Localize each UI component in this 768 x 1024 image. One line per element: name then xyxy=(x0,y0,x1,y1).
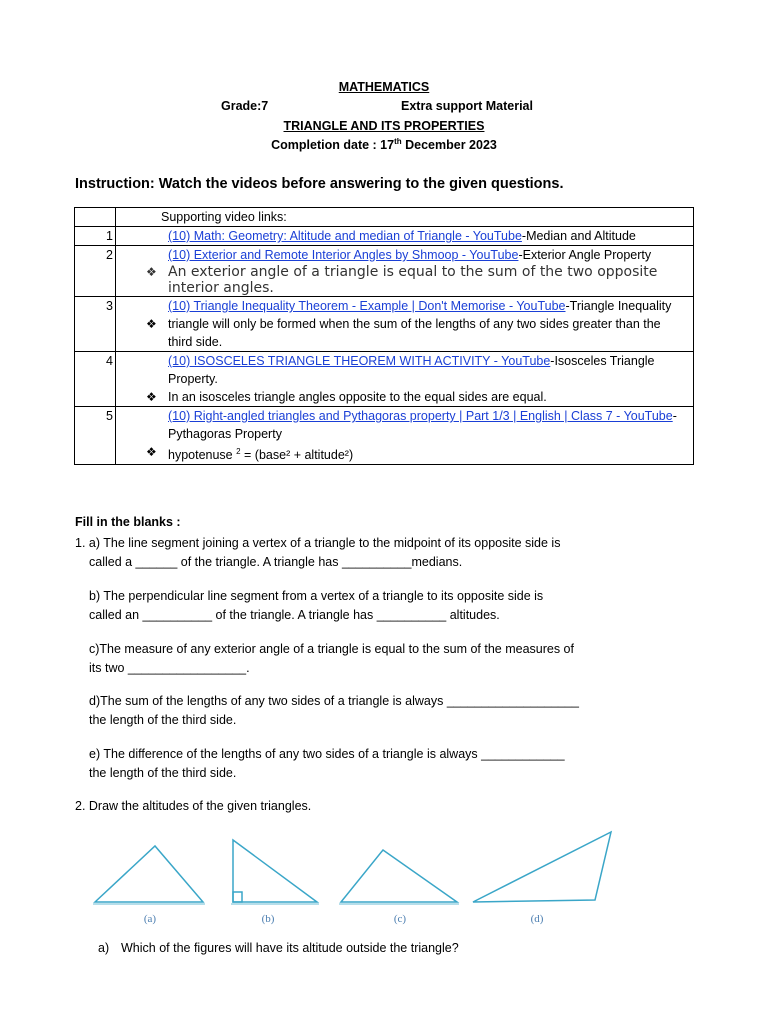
link-description: -Isosceles Triangle Property. xyxy=(168,354,655,386)
bullet-icon: ❖ xyxy=(146,317,157,331)
row-number: 1 xyxy=(75,227,116,246)
triangle-c xyxy=(341,850,457,902)
completion-date: Completion date : 17th December 2023 xyxy=(271,137,497,153)
video-link[interactable]: (10) Triangle Inequality Theorem - Example | Don't Memorise - YouTube xyxy=(168,299,566,313)
question-2a: Which of the figures will have its altitude outside the triangle? xyxy=(121,941,459,955)
row-number: 2 xyxy=(75,246,116,297)
question-1c: c)The measure of any exterior angle of a triangle is equal to the sum of the measures of its two _________________. xyxy=(89,642,574,675)
question-2: 2. Draw the altitudes of the given triangles. xyxy=(75,799,312,813)
question-1b: b) The perpendicular line segment from a vertex of a triangle to its opposite side is called an __________ of the triangle. A triangle has __________ altitudes. xyxy=(89,589,544,622)
property-note: ❖ In an isosceles triangle angles opposite to the equal sides are equal. xyxy=(146,390,547,404)
figure-label-d: (d) xyxy=(530,913,544,925)
link-description: -Exterior Angle Property xyxy=(518,248,652,262)
triangle-a xyxy=(95,846,203,902)
triangles-figure xyxy=(85,830,645,930)
question-2a-label: a) xyxy=(98,941,110,955)
video-links-table xyxy=(74,207,694,465)
table-row xyxy=(75,227,694,246)
video-link[interactable]: (10) Exterior and Remote Interior Angles by Shmoop - YouTube xyxy=(168,248,519,262)
property-note: ❖ An exterior angle of a triangle is equal to the sum of the two opposite interior angles. xyxy=(146,264,658,296)
link-description: -Pythagoras Property xyxy=(168,409,677,441)
triangle-b xyxy=(233,840,317,902)
material-label: Extra support Material xyxy=(401,99,533,113)
table-row xyxy=(75,297,694,352)
table-header-row xyxy=(75,208,694,227)
triangle-d xyxy=(473,832,611,902)
video-link[interactable]: (10) Right-angled triangles and Pythagoras property | Part 1/3 | English | Class 7 - YouTube xyxy=(168,409,673,423)
fill-blanks-title: Fill in the blanks : xyxy=(75,515,181,529)
question-1a: 1. a) The line segment joining a vertex of a triangle to the midpoint of its opposite side is called a ______ of the triangle. A triangle has __________medians. xyxy=(75,536,561,569)
grade-label: Grade:7 xyxy=(221,99,269,113)
figure-label-b: (b) xyxy=(261,913,275,925)
worksheet-topic: TRIANGLE AND ITS PROPERTIES xyxy=(283,119,485,133)
property-note: ❖ hypotenuse $^2$ = (base² + altitude²) xyxy=(146,445,354,463)
question-1d: d)The sum of the lengths of any two sides of a triangle is always ___________________ the length of the third side. xyxy=(89,694,579,727)
property-note: ❖ triangle will only be formed when the sum of the lengths of any two sides greater than the third side. xyxy=(146,317,661,349)
figure-label-a: (a) xyxy=(143,913,157,925)
video-link[interactable]: (10) ISOSCELES TRIANGLE THEOREM WITH ACTIVITY - YouTube xyxy=(168,354,551,368)
table-row xyxy=(75,352,694,407)
figure-label-c: (c) xyxy=(393,913,407,925)
bullet-icon: ❖ xyxy=(146,265,157,279)
right-angle-mark xyxy=(233,892,242,902)
bullet-icon: ❖ xyxy=(146,445,157,459)
link-description: -Triangle Inequality xyxy=(565,299,672,313)
row-number: 3 xyxy=(75,297,116,352)
row-number: 5 xyxy=(75,407,116,465)
link-description: -Median and Altitude xyxy=(521,229,636,243)
row-number: 4 xyxy=(75,352,116,407)
question-1e: e) The difference of the lengths of any two sides of a triangle is always ____________ the length of the third side. xyxy=(89,747,565,780)
instruction-text: Instruction: Watch the videos before answering to the given questions. xyxy=(75,176,564,192)
bullet-icon: ❖ xyxy=(146,390,157,404)
table-row xyxy=(75,246,694,297)
worksheet-subject: MATHEMATICS xyxy=(338,80,430,94)
video-link[interactable]: (10) Math: Geometry: Altitude and median of Triangle - YouTube xyxy=(168,229,522,243)
table-row xyxy=(75,407,694,465)
table-header-label: Supporting video links: xyxy=(161,210,287,224)
